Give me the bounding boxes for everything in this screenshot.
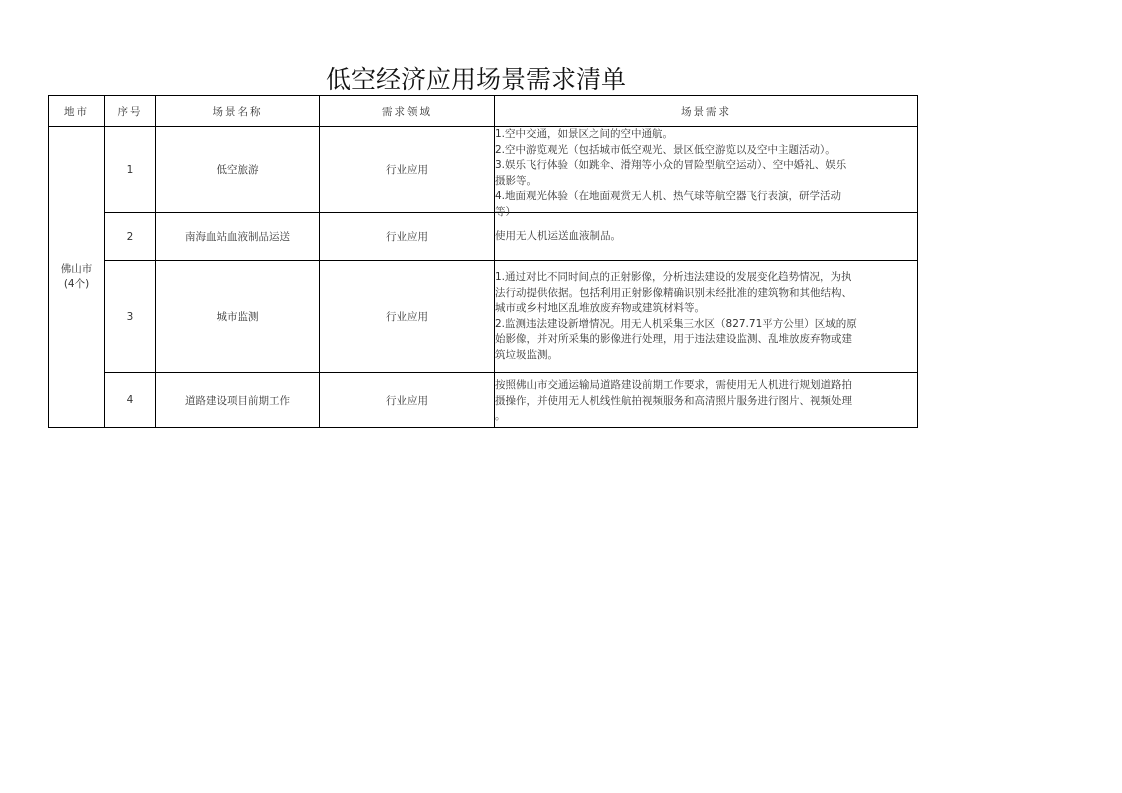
scene-name-cell: 城市监测	[156, 261, 320, 373]
need-line: 2.空中游览观光（包括城市低空观光、景区低空游览以及空中主题活动）。	[495, 143, 836, 156]
need-line: 使用无人机运送血液制品。	[495, 229, 621, 242]
need-line: 1.空中交通，如景区之间的空中通航。	[495, 128, 674, 140]
seq-cell: 1	[105, 127, 156, 213]
need-line: 筑垃圾监测。	[495, 348, 558, 361]
header-seq: 序号	[105, 96, 156, 127]
header-need: 场景需求	[495, 96, 918, 127]
need-line: 1.通过对比不同时间点的正射影像，分析违法建设的发展变化趋势情况，为执	[495, 271, 852, 283]
document-title: 低空经济应用场景需求清单	[326, 65, 627, 94]
field-cell: 行业应用	[320, 261, 495, 373]
need-line: 3.娱乐飞行体验（如跳伞、滑翔等小众的冒险型航空运动）、空中婚礼、娱乐	[495, 159, 847, 171]
need-line: 城市或乡村地区乱堆放废弃物或建筑材料等。	[495, 302, 705, 314]
seq-cell: 4	[105, 373, 156, 428]
scene-name-cell: 低空旅游	[156, 127, 320, 213]
need-line: 2.监测违法建设新增情况。用无人机采集三水区（827.71平方公里）区域的原	[495, 317, 857, 330]
field-cell: 行业应用	[320, 373, 495, 428]
table-header-row	[49, 96, 918, 127]
scene-name-cell: 南海血站血液制品运送	[156, 213, 320, 261]
need-line: 等）	[495, 205, 516, 218]
need-line: 。	[495, 410, 506, 422]
need-line: 按照佛山市交通运输局道路建设前期工作要求，需使用无人机进行规划道路拍	[495, 379, 852, 391]
region-count: (4个)	[63, 278, 90, 290]
field-cell: 行业应用	[320, 213, 495, 261]
table-row	[49, 261, 918, 373]
region-cell	[49, 127, 105, 428]
table-row	[49, 213, 918, 261]
need-line: 摄操作，并使用无人机线性航拍视频服务和高清照片服务进行图片、视频处理	[495, 394, 852, 407]
need-cell	[495, 261, 918, 373]
field-cell: 行业应用	[320, 127, 495, 213]
need-cell	[495, 213, 918, 261]
need-line: 法行动提供依据。包括利用正射影像精确识别未经批准的建筑物和其他结构、	[495, 286, 852, 299]
seq-cell: 2	[105, 213, 156, 261]
header-region: 地市	[49, 96, 105, 127]
scene-name-cell: 道路建设项目前期工作	[156, 373, 320, 428]
table-row	[49, 127, 918, 213]
need-line: 始影像，并对所采集的影像进行处理，用于违法建设监测、乱堆放废弃物或建	[495, 333, 852, 345]
need-cell	[495, 373, 918, 428]
need-line: 摄影等。	[495, 174, 537, 187]
header-scene-name: 场景名称	[156, 96, 320, 127]
need-line: 4.地面观光体验（在地面观赏无人机、热气球等航空器飞行表演，研学活动	[495, 190, 842, 202]
scenario-table	[48, 95, 918, 428]
seq-cell: 3	[105, 261, 156, 373]
header-field: 需求领域	[320, 96, 495, 127]
need-cell	[495, 127, 918, 218]
region-name: 佛山市	[60, 263, 93, 275]
table-row	[49, 373, 918, 428]
